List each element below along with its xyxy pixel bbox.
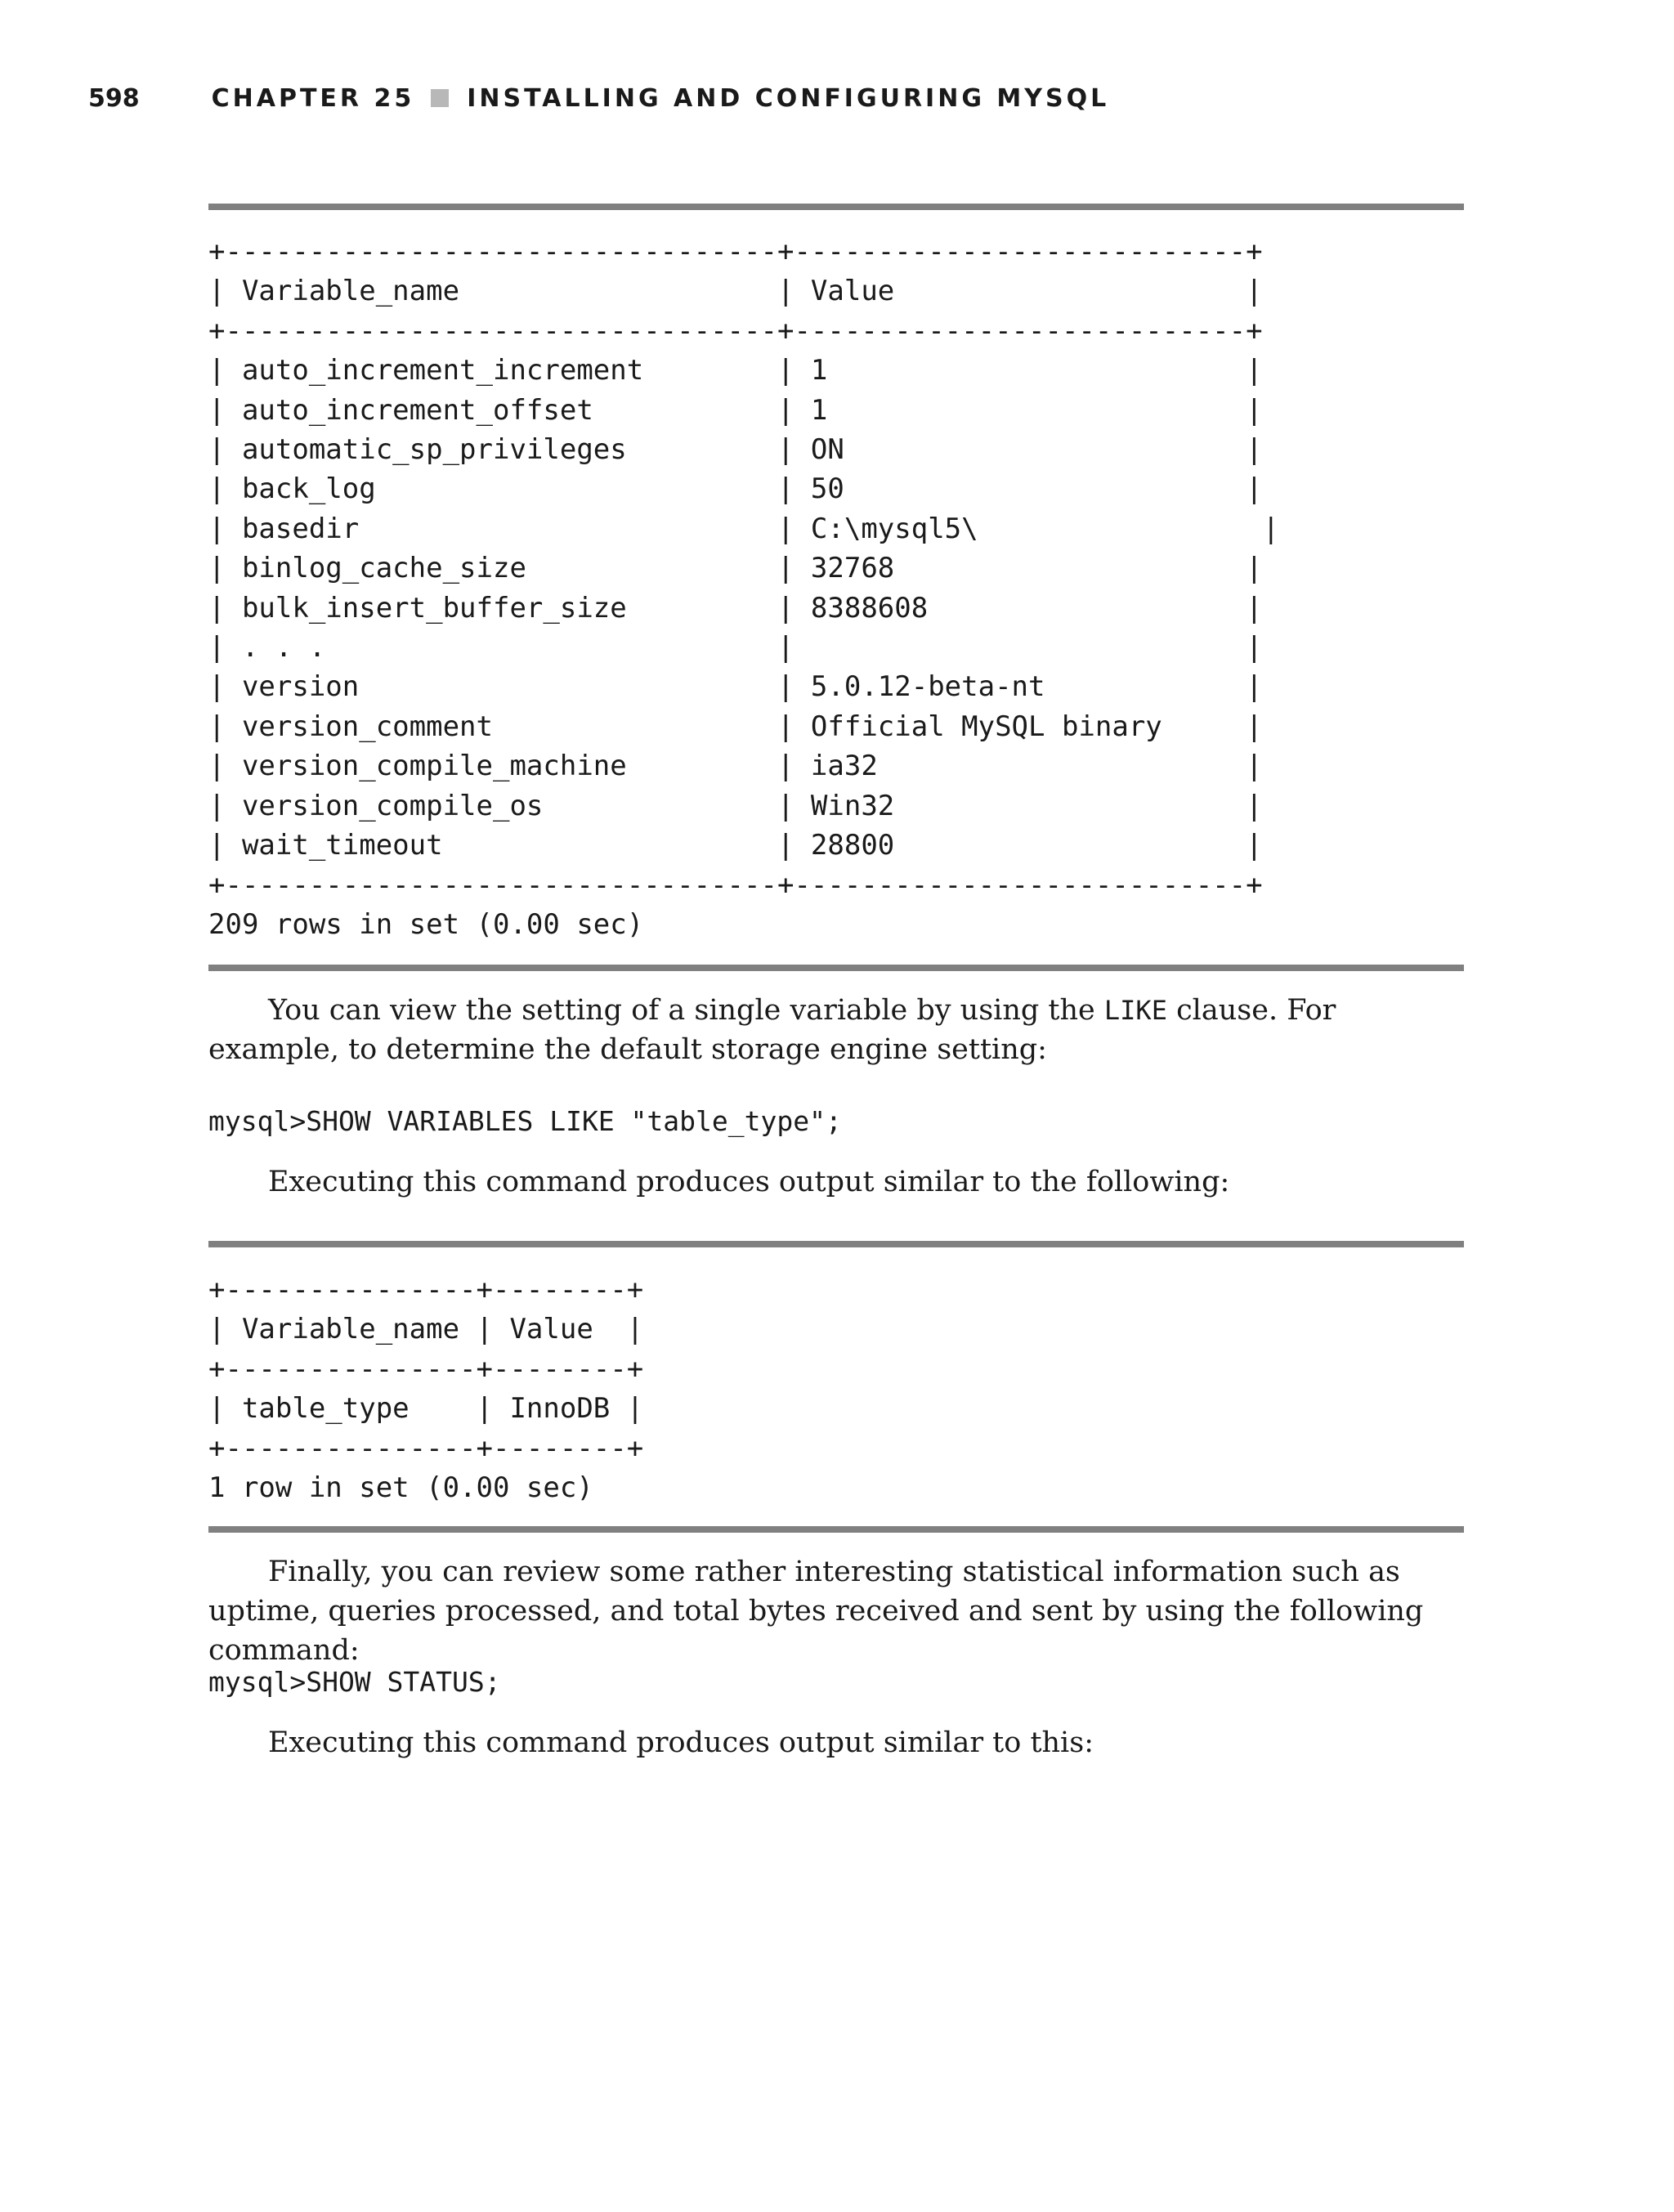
variables-output-block [208,204,1464,971]
paragraph-output-this: Executing this command produces output similar to this: [268,1726,1094,1759]
chapter-title: INSTALLING AND CONFIGURING MYSQL [467,83,1110,113]
command-show-status: mysql>SHOW STATUS; [208,1666,501,1698]
table-type-output-block [208,1241,1464,1533]
page-number: 598 [88,83,140,113]
paragraph-statistical-info: Finally, you can review some rather interesting statistical information such as uptime, queries processed, and total bytes received and sent by using the following command: [208,1556,1424,1667]
chapter-label: CHAPTER 25 [211,83,415,113]
paragraph-like-clause-start: You can view the setting of a single variable by using the [268,994,1104,1027]
paragraph-output-following: Executing this command produces output similar to the following: [268,1166,1230,1198]
paragraph-like-clause [208,991,1467,1069]
table-type-output-text: +---------------+--------+ | Variable_name | Value | +---------------+--------+ | table_type | InnoDB | +---------------+--------+ 1 row in set (0.00 sec) [208,1274,644,1505]
chapter-separator-icon [431,89,449,107]
page-header [88,82,1109,114]
variables-output-text: +---------------------------------+---------------------------+ | Variable_name | Value | +---------------------------------+---------------------------+ | auto_increment_increment | 1 | | auto_increment_offset | 1 | | automatic_sp_privileges | ON | | back_log | 50 | | basedir | C:\mysql5\ | | binlog_cache_size | 32768 | | bulk_insert_buffer_size | 8388608 | | . . . | | | version | 5.0.12-beta-nt | | version_comment | Official MySQL binary | | version_compile_machine | ia32 | | version_compile_os | Win32 | | wait_timeout | 28800 | +---------------------------------+---------------------------+ 209 rows in set (0.00 sec) [208,235,1280,941]
inline-code-like: LIKE [1103,995,1167,1026]
paragraph-like-clause-end: clause. For example, to determine the default storage engine setting: [208,994,1336,1066]
command-show-variables-like: mysql>SHOW VARIABLES LIKE "table_type"; [208,1105,842,1137]
